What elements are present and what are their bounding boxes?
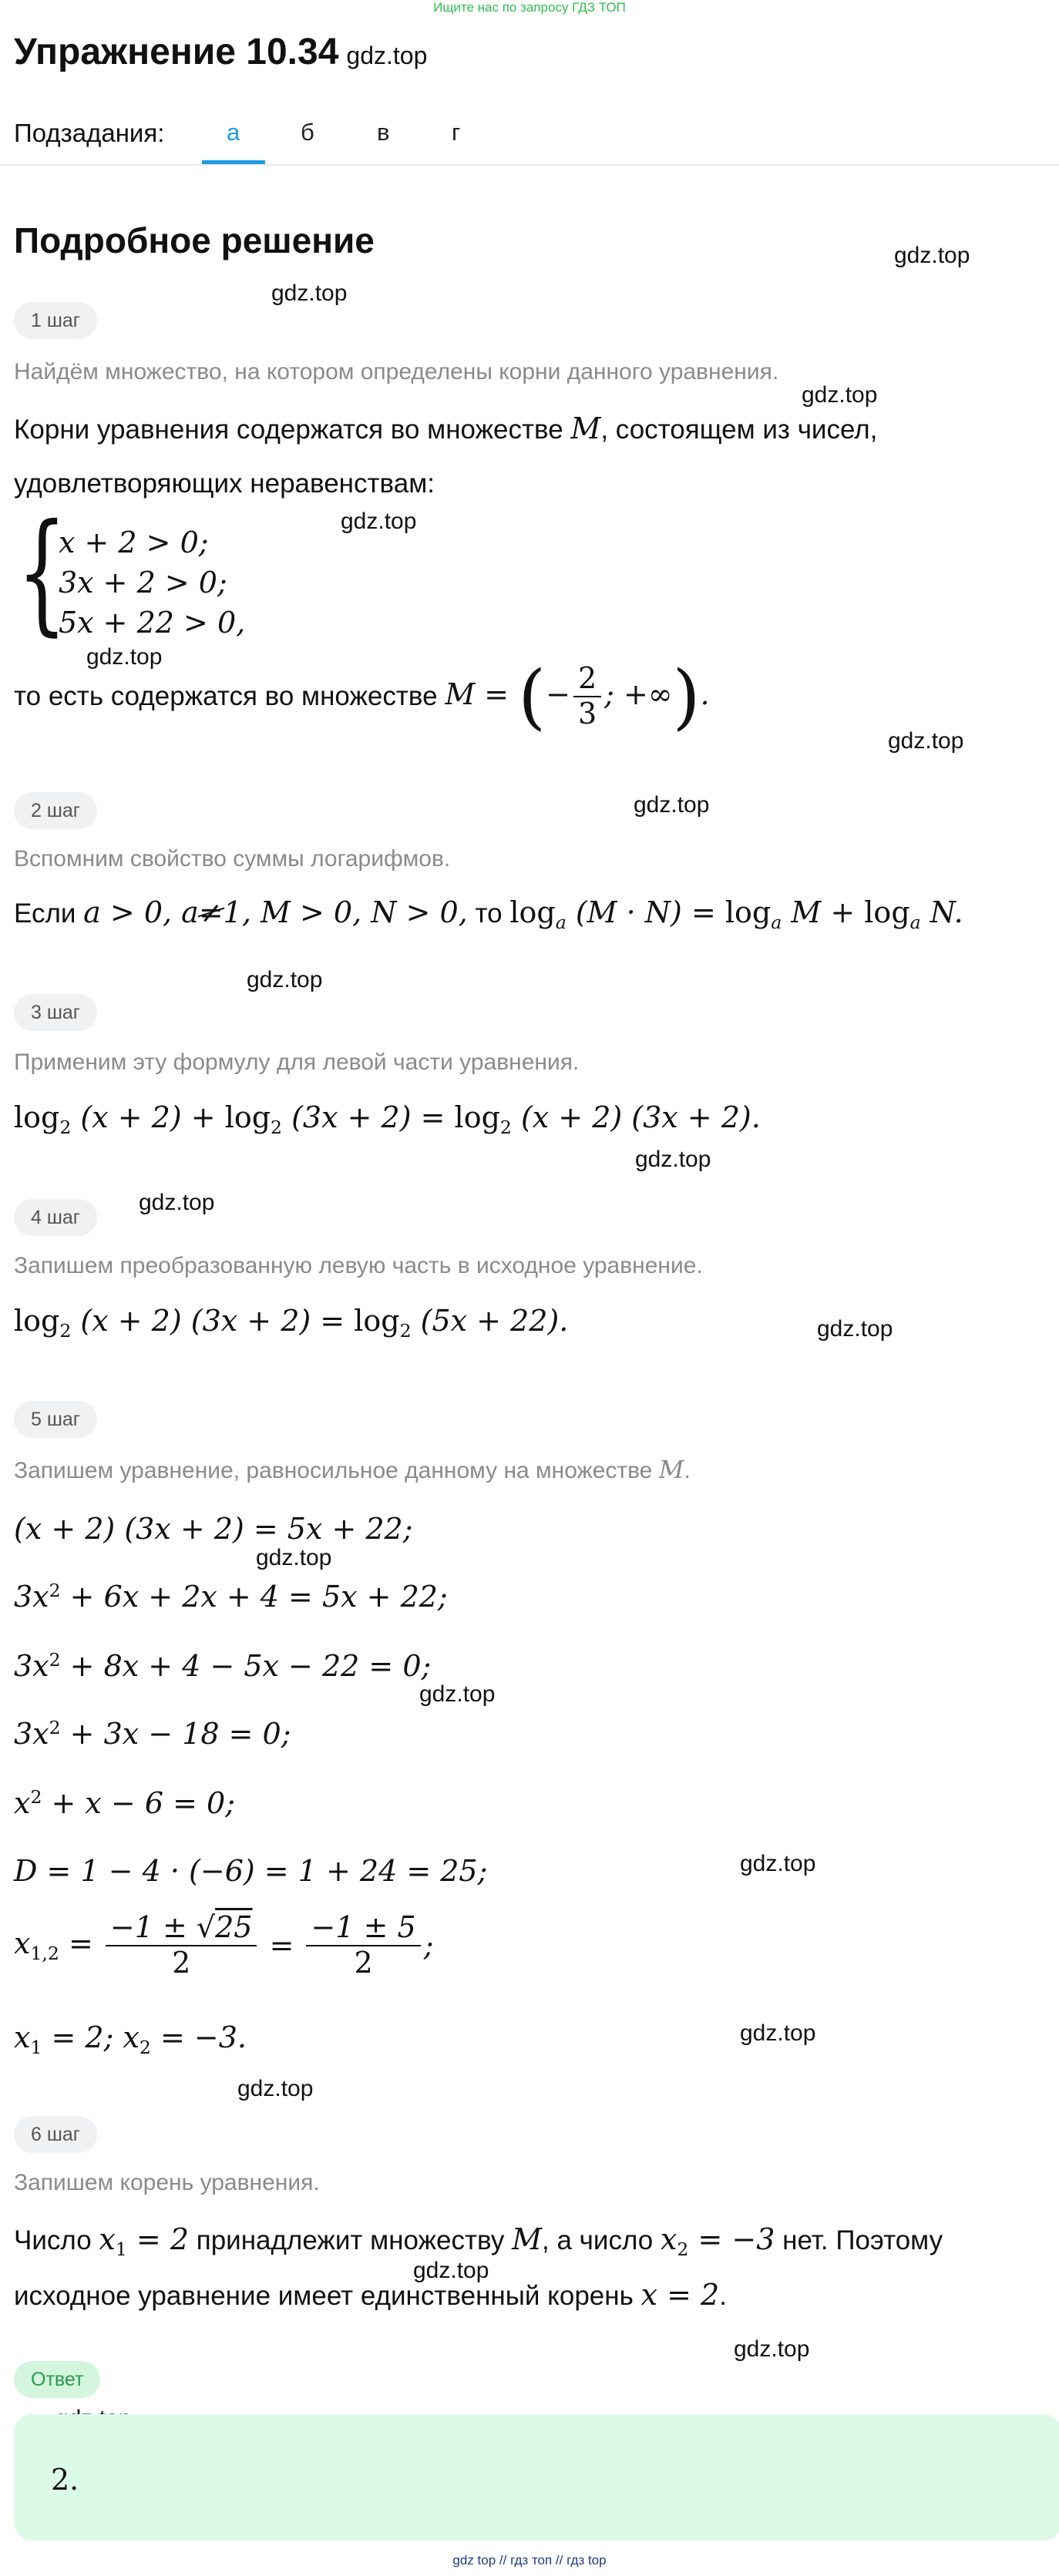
formula: $\log_2 (x + 2) (3x + 2) = \log_2 (5x + 22)$. — [14, 1304, 569, 1342]
title-text: Упражнение 10.34 — [14, 32, 339, 72]
step-badge: 5 шаг — [14, 1401, 97, 1438]
step-text-part: нет. Поэтому — [782, 2225, 943, 2255]
tabs-divider — [0, 164, 1059, 166]
tab-b[interactable]: б — [301, 119, 314, 146]
equation-line: $3x^2 + 8x + 4 - 5x - 22 = 0$; — [14, 1649, 432, 1683]
step-badge: 1 шаг — [14, 302, 97, 339]
step-hint-text: Запишем уравнение, равносильное данному на множестве — [14, 1458, 653, 1483]
tab-g[interactable]: г — [452, 119, 461, 146]
step-hint: Применим эту формулу для левой части уравнения. — [14, 1050, 580, 1075]
system-line: 5x + 22 > 0, — [59, 606, 246, 640]
watermark: gdz.top — [247, 967, 323, 992]
step-text-part: то есть содержатся во множестве — [14, 681, 438, 711]
system-line: 3x + 2 > 0; — [59, 566, 227, 599]
step-badge: 6 шаг — [14, 2116, 97, 2153]
page-title — [14, 31, 427, 73]
watermark: gdz.top — [894, 243, 970, 268]
answer-badge: Ответ — [14, 2361, 100, 2398]
equation-line: $x_1 = 2$; $x_2 = -3$. — [14, 2020, 247, 2059]
step-text-part: , а число — [542, 2225, 654, 2255]
set-interval: M = (− $\frac{2}{3}$ ; +∞). — [445, 655, 710, 737]
watermark: gdz.top — [419, 1681, 496, 1707]
step-text-part: Корни уравнения содержатся во множестве — [14, 415, 563, 445]
watermark: gdz.top — [271, 280, 348, 306]
section-title: Подробное решение — [14, 220, 375, 260]
equation-line: $x_{1,2}$ = $\frac{-1 \pm √25}{2}$ = $\frac{-1 \pm 5}{2}$ ; — [14, 1910, 434, 1980]
system-line: x + 2 > 0; — [59, 526, 209, 559]
step-text-part: исходное уравнение имеет единственный корень — [14, 2281, 634, 2311]
equation-line: $3x^2 + 3x - 18 = 0$; — [14, 1717, 291, 1751]
tab-v[interactable]: в — [377, 119, 390, 146]
watermark: gdz.top — [139, 1190, 215, 1215]
step-hint: Запишем преобразованную левую часть в исходное уравнение. — [14, 1253, 703, 1278]
step-text-part: то — [475, 898, 503, 929]
answer-value: 2. — [51, 2463, 79, 2497]
step-badge: 4 шаг — [14, 1199, 97, 1236]
subtasks-label: Подзадания: — [14, 119, 165, 147]
watermark: gdz.top — [341, 509, 417, 534]
tab-a[interactable]: а — [227, 119, 240, 146]
equation-line: $3x^2 + 6x + 2x + 4 = 5x + 22$; — [14, 1580, 448, 1614]
top-banner[interactable]: Ищите нас по запросу ГДЗ ТОП — [433, 0, 626, 15]
step-text: Число $x_1 = 2$ принадлежит множеству M, а число $x_2 = -3$ нет. Поэтому — [14, 2222, 943, 2261]
step-hint: Запишем корень уравнения. — [14, 2170, 320, 2195]
step-text-part: принадлежит множеству — [196, 2225, 505, 2255]
step-hint: Вспомним свойство суммы логарифмов. — [14, 846, 451, 872]
step-text-part: Число — [14, 2225, 92, 2255]
footer-links[interactable]: gdz top // гдз топ // гдз top — [452, 2553, 607, 2568]
step-text: Корни уравнения содержатся во множестве M, состоящем из чисел, — [14, 411, 878, 445]
equation-line: $x^2 + x - 6 = 0$; — [14, 1786, 236, 1820]
watermark: gdz.top — [740, 2020, 816, 2046]
system-brace: { — [17, 496, 67, 649]
watermark: gdz.top — [86, 644, 163, 670]
watermark: gdz.top — [256, 1545, 332, 1570]
step-hint: Найдём множество, на котором определены корни данного уравнения. — [14, 359, 779, 385]
answer-box — [14, 2414, 1059, 2541]
step-text-part: Если — [14, 898, 76, 929]
step-text-part: , состоящем из чисел, — [600, 415, 878, 445]
step-text: исходное уравнение имеет единственный корень x = 2. — [14, 2278, 727, 2312]
step-text: Если a > 0, a≠1, M > 0, N > 0, то $\log_a (M \cdot N) = \log_a M + \log_a N$. — [14, 895, 963, 934]
step-text: удовлетворяющих неравенствам: — [14, 469, 435, 499]
step-badge: 2 шаг — [14, 792, 97, 829]
equation-line: D = 1 − 4 · (−6) = 1 + 24 = 25; — [14, 1854, 488, 1888]
formula: $\log_2 (x + 2) + \log_2 (3x + 2) = \log_2 (x + 2) (3x + 2)$. — [14, 1100, 761, 1139]
step-hint: Запишем уравнение, равносильное данному на множестве M. — [14, 1455, 691, 1484]
watermark: gdz.top — [634, 792, 710, 818]
watermark: gdz.top — [635, 1147, 711, 1172]
watermark: gdz.top — [888, 728, 964, 754]
watermark: gdz.top — [413, 2258, 489, 2283]
equation-line: (x + 2) (3x + 2) = 5x + 22; — [14, 1512, 413, 1546]
watermark: gdz.top — [817, 1316, 893, 1342]
watermark: gdz.top — [740, 1851, 816, 1876]
watermark: gdz.top — [802, 382, 878, 408]
watermark: gdz.top — [237, 2076, 314, 2101]
watermark: gdz.top — [734, 2336, 810, 2362]
step-badge: 3 шаг — [14, 994, 97, 1031]
title-brand: gdz.top — [346, 42, 428, 69]
